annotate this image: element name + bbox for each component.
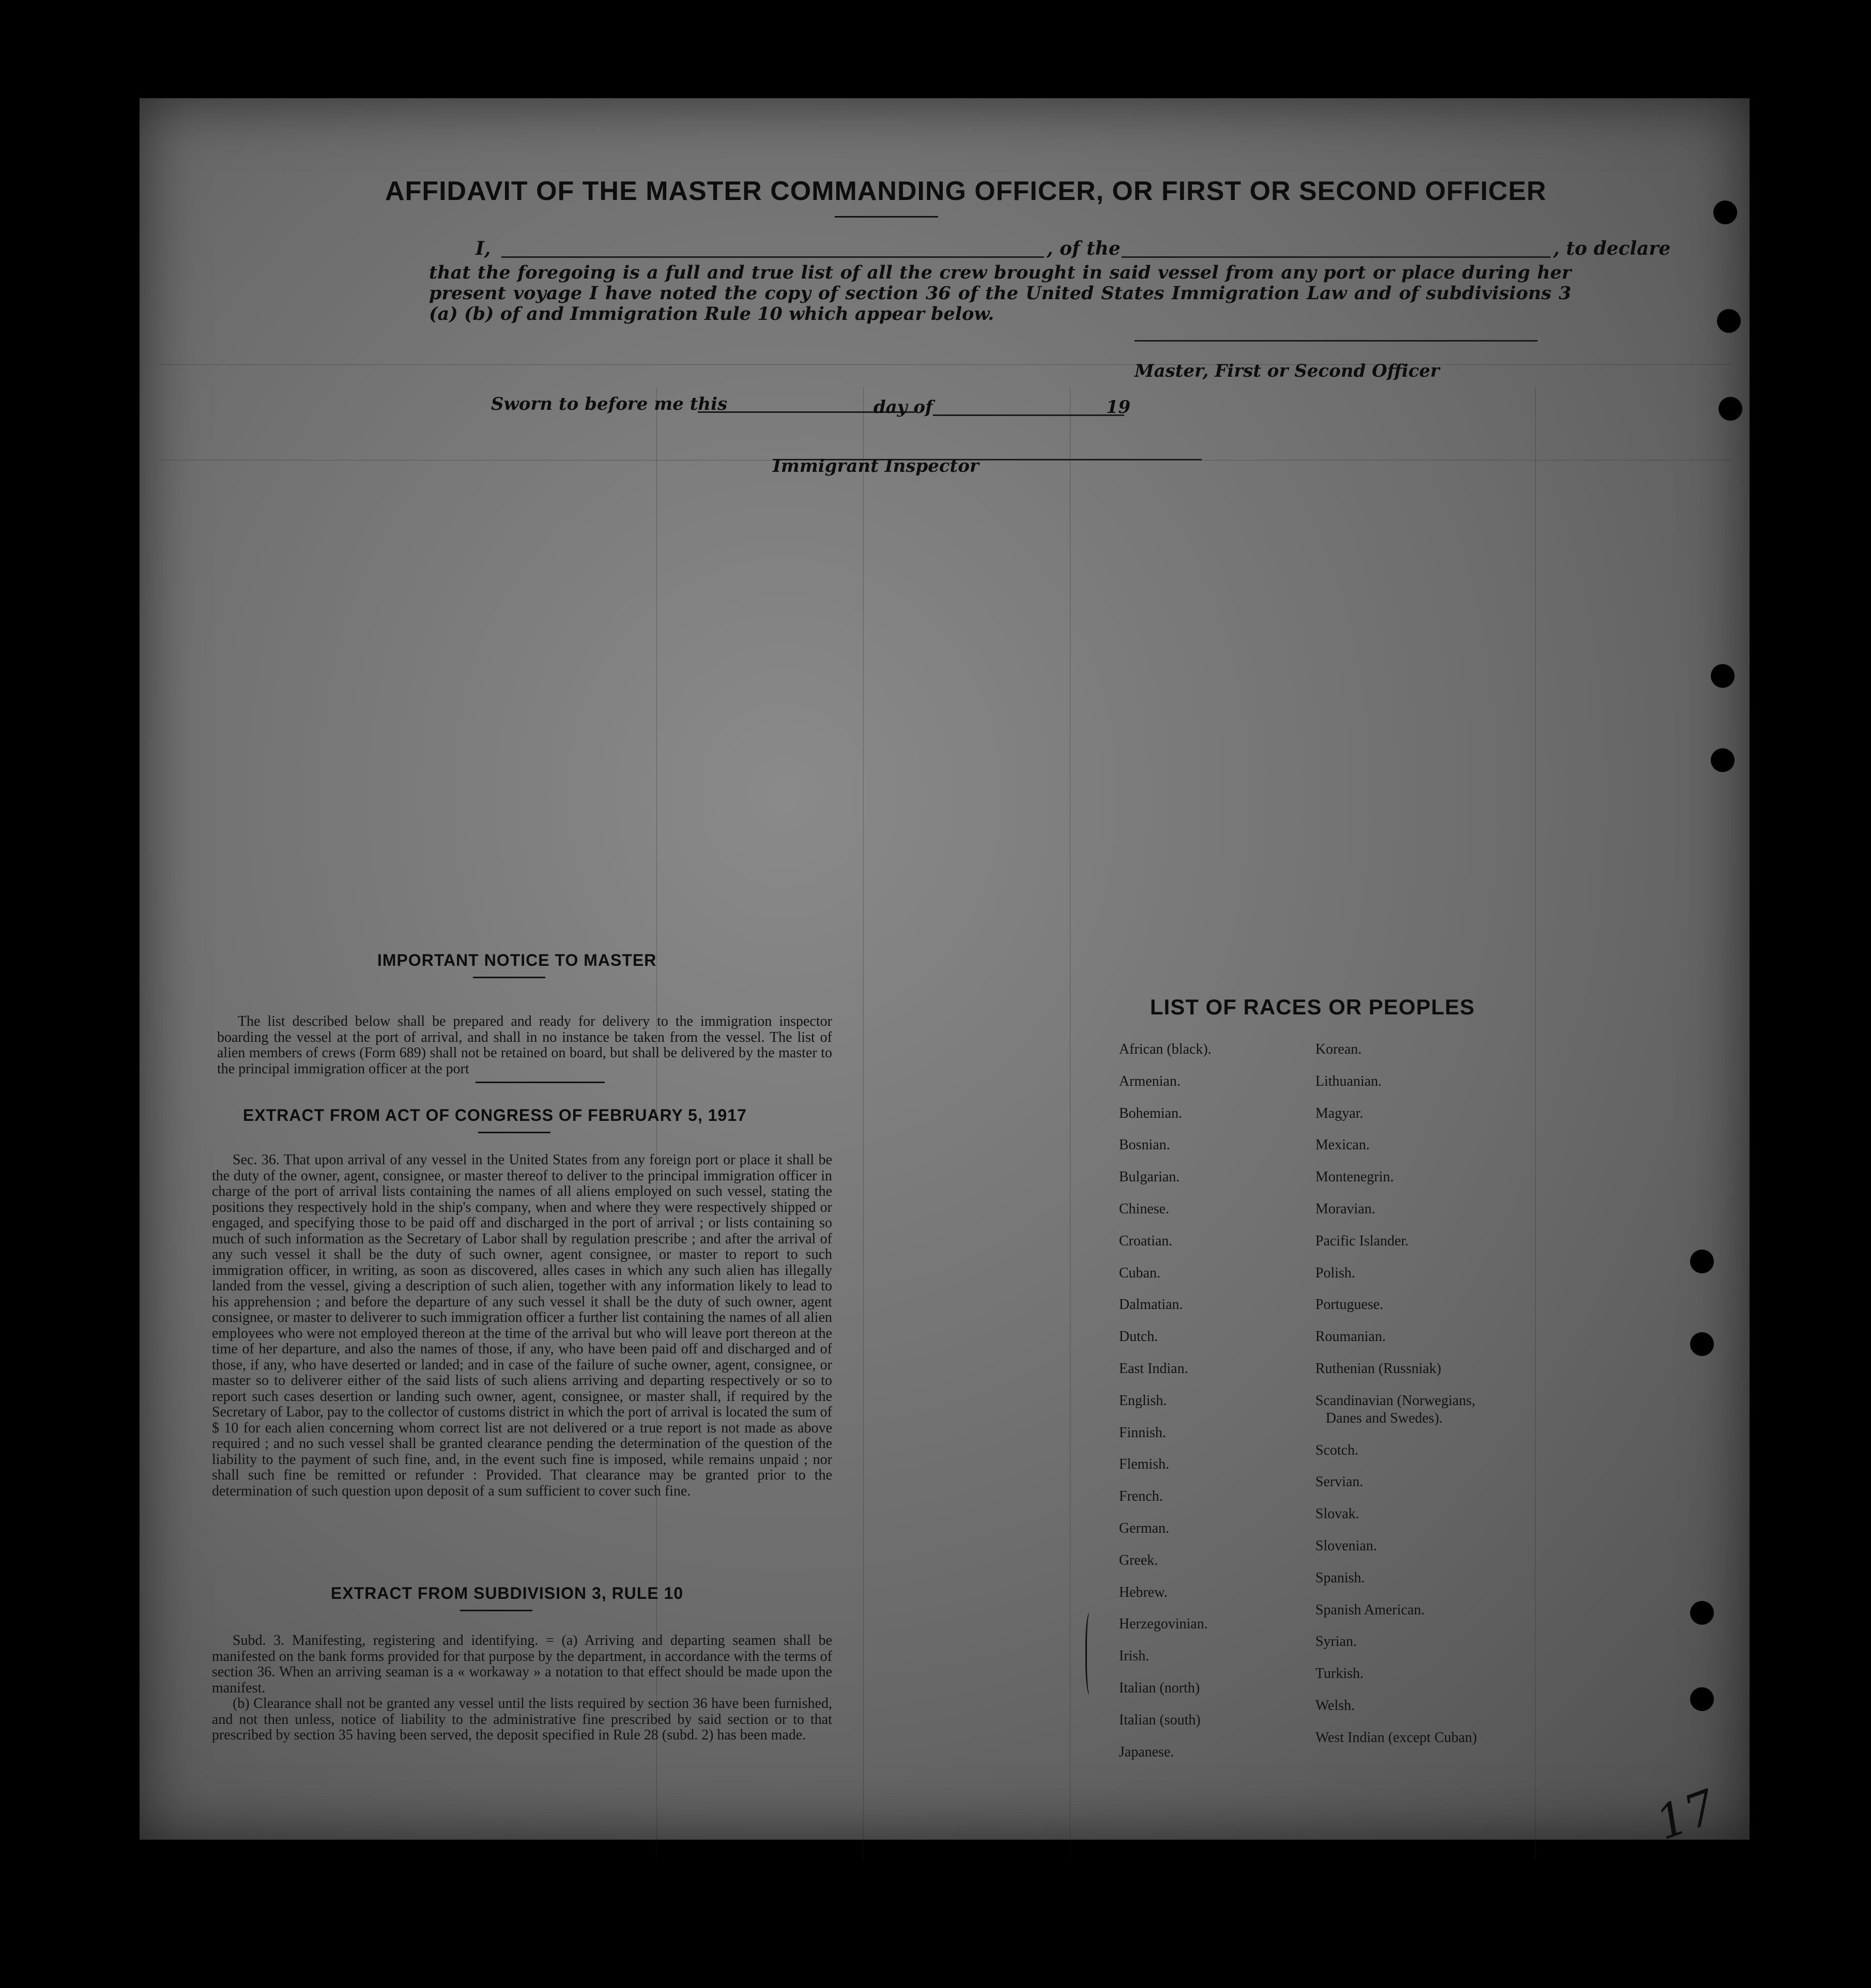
master-label: Master, First or Second Officer bbox=[1134, 361, 1440, 381]
race-item: Syrian. bbox=[1315, 1633, 1357, 1650]
master-signature-field[interactable] bbox=[1134, 326, 1538, 342]
race-item: Korean. bbox=[1315, 1041, 1362, 1057]
race-item: Japanese. bbox=[1119, 1744, 1174, 1760]
race-item: West Indian (except Cuban) bbox=[1315, 1729, 1477, 1746]
race-item: Hebrew. bbox=[1119, 1584, 1168, 1600]
extract-act-heading: EXTRACT FROM ACT OF CONGRESS OF FEBRUARY 5, 1917 bbox=[243, 1106, 747, 1124]
race-item: Danes and Swedes). bbox=[1326, 1410, 1443, 1426]
affidavit-title: AFFIDAVIT OF THE MASTER COMMANDING OFFICER, OR FIRST OR SECOND OFFICER bbox=[385, 176, 1547, 206]
race-item: Turkish. bbox=[1315, 1666, 1364, 1682]
race-item: Greek. bbox=[1119, 1552, 1158, 1568]
day-of-label: day of bbox=[873, 397, 933, 418]
race-item: Italian (south) bbox=[1119, 1712, 1201, 1728]
race-item: Magyar. bbox=[1315, 1105, 1363, 1121]
extract-act-body: Sec. 36. That upon arrival of any vessel in the United States from any foreign port or place it shall be the duty of the owner, agent, consignee, or master thereof to deliver to the principal immigration officer in charge of the port of arrival lists containing the names of all aliens employed on such vessel, stating the positions they respectively hold in the ship's company, when and where they were respectively shipped or engaged, and specifying those to be paid off and discharged in the port of arrival ; or lists containing so much of such information as the Secretary of Labor shall by regulation prescribe ; and after the arrival of any such vessel it shall be the duty of such owner, agent consignee, or master to report to such immigration officer, in writing, as soon as discovered, alles cases in which any such alien has illegally landed from the vessel, giving a description of such alien, together with any information likely to lead to his apprehension ; and before the departure of any such vessel it shall be the duty of such owner, agent consignee, or master to deliverer to such immigration officer a further list containing the names of all alien employees who were not employed thereon at the time of the arrival but who will leave port thereon at the time of her departure, and also the names of those, if any, who have been paid off and discharged and of those, if any, who have deserted or landed; and in case of the failure of suche owner, agent, consignee, or master so to deliverer either of the said lists of such aliens arriving and departing respectively or so to report such cases desertion or landing such owner, agent, consignee, or master shall, if required by the Secretary of Labor, pay to the collector of customs district in which the port of arrival is located the sum of $ 10 for each alien concerning whom correct list are not delivered or a true report is not made as above required ; and no such vessel shall be granted clearance pending the determination of the question of the liability to the payment of such fine, and, in the event such fine is imposed, while remains unpaid ; nor shall such fine be remitted or refunder : Provided. That clearance may be granted prior to the determination of such question upon deposit of a sum sufficient to cover such fine. bbox=[212, 1152, 832, 1499]
race-item: Chinese. bbox=[1119, 1201, 1170, 1217]
race-item: African (black). bbox=[1119, 1041, 1211, 1057]
race-item: Croatian. bbox=[1119, 1232, 1173, 1249]
extract-rule-underline bbox=[460, 1610, 532, 1611]
race-item: French. bbox=[1119, 1488, 1163, 1505]
extract-rule-heading: EXTRACT FROM SUBDIVISION 3, RULE 10 bbox=[331, 1584, 684, 1602]
sworn-month-field[interactable] bbox=[933, 397, 1124, 416]
officer-name-field[interactable] bbox=[501, 239, 1044, 258]
punch-hole bbox=[1690, 1250, 1714, 1273]
notice-body: The list described below shall be prepared and ready for delivery to the immigration inspector boarding the vessel at the port of arrival, and shall in no instance be taken from the vessel. The list of alien members of crews (Form 689) shall not be retained on board, but shall be delivered by the master to the principal immigration officer at the port bbox=[217, 1013, 832, 1077]
race-item: Finnish. bbox=[1119, 1424, 1167, 1441]
race-item: Montenegrin. bbox=[1315, 1169, 1394, 1185]
race-item: Irish. bbox=[1119, 1648, 1149, 1665]
vessel-name-field[interactable] bbox=[1122, 239, 1551, 258]
notice-underline bbox=[473, 977, 545, 978]
punch-hole bbox=[1690, 1601, 1714, 1625]
race-item: Flemish. bbox=[1119, 1456, 1170, 1473]
year-prefix: 19 bbox=[1106, 397, 1131, 418]
title-underline bbox=[835, 216, 938, 218]
race-item: Ruthenian (Russniak) bbox=[1315, 1361, 1441, 1377]
race-item: Bohemian. bbox=[1119, 1105, 1183, 1121]
race-item: Spanish American. bbox=[1315, 1601, 1425, 1618]
race-item: Moravian. bbox=[1315, 1201, 1375, 1217]
punch-hole bbox=[1711, 664, 1735, 688]
race-item: Herzegovinian. bbox=[1119, 1616, 1208, 1632]
race-item: Dalmatian. bbox=[1119, 1297, 1183, 1313]
race-item: Dutch. bbox=[1119, 1329, 1158, 1345]
race-item: English. bbox=[1119, 1392, 1167, 1409]
bleed-rule bbox=[160, 364, 1731, 365]
punch-hole bbox=[1711, 748, 1735, 772]
extract-rule-body-b: (b) Clearance shall not be granted any vessel until the lists required by section 36 have been furnished, and not then unless, notice of liability to the administrative fine prescribed by said section or to that prescribed by section 35 having been served, the deposit specified in Rule 28 (subd. 2) has been made. bbox=[212, 1696, 832, 1743]
document-sheet bbox=[140, 98, 1750, 1851]
bleed-rule bbox=[1535, 388, 1536, 1860]
notice-bottom-rule bbox=[476, 1082, 605, 1083]
race-item: Polish. bbox=[1315, 1265, 1356, 1281]
race-item: Scotch. bbox=[1315, 1442, 1359, 1458]
race-item: Spanish. bbox=[1315, 1569, 1365, 1586]
extract-rule-body-a: Subd. 3. Manifesting, registering and identifying. = (a) Arriving and departing seamen shall be manifested on the bank forms provided for that purpose by the department, in accordance with the terms of section 36. When an arriving seaman is a « workaway » a notation to that effect should be made upon the manifest. bbox=[212, 1632, 832, 1696]
affidavit-declare-label: , to declare bbox=[1553, 238, 1671, 259]
race-item: Lithuanian. bbox=[1315, 1073, 1382, 1089]
race-item: Italian (north) bbox=[1119, 1680, 1200, 1696]
bleed-rule bbox=[863, 388, 864, 1860]
race-item: Roumanian. bbox=[1315, 1329, 1386, 1345]
inspector-label: Immigrant Inspector bbox=[773, 456, 979, 476]
race-item: Bosnian. bbox=[1119, 1137, 1170, 1153]
extract-act-underline bbox=[478, 1132, 550, 1133]
race-item: Mexican. bbox=[1315, 1137, 1370, 1153]
race-item: Slovenian. bbox=[1315, 1537, 1377, 1554]
race-item: Bulgarian. bbox=[1119, 1169, 1180, 1185]
race-item: Servian. bbox=[1315, 1474, 1363, 1490]
race-item: German. bbox=[1119, 1520, 1170, 1536]
race-item: Cuban. bbox=[1119, 1265, 1161, 1281]
race-item: Scandinavian (Norwegians, bbox=[1315, 1392, 1476, 1409]
punch-hole bbox=[1690, 1687, 1714, 1711]
notice-heading: IMPORTANT NOTICE TO MASTER bbox=[377, 951, 657, 969]
race-item: Slovak. bbox=[1315, 1506, 1359, 1522]
punch-hole bbox=[1719, 397, 1742, 421]
affidavit-body: that the foregoing is a full and true list of all the crew brought in said vessel from any port or place during her present voyage I have noted the copy of section 36 of the United States Immigration Law and of subdivisions 3 (a) (b) of and Immigration Rule 10 which appear below. bbox=[429, 262, 1571, 325]
races-heading: LIST OF RACES OR PEOPLES bbox=[1150, 995, 1475, 1019]
punch-hole bbox=[1713, 201, 1737, 224]
punch-hole bbox=[1690, 1332, 1714, 1356]
race-item: Pacific Islander. bbox=[1315, 1232, 1409, 1249]
race-item: Welsh. bbox=[1315, 1697, 1355, 1714]
affidavit-of-the-label: , of the bbox=[1047, 238, 1121, 259]
punch-hole bbox=[1717, 309, 1741, 333]
margin-bracket bbox=[1085, 1612, 1096, 1695]
corner-mark: 17 bbox=[1649, 1779, 1724, 1851]
sworn-label: Sworn to before me this bbox=[491, 394, 728, 414]
race-item: Portuguese. bbox=[1315, 1297, 1384, 1313]
affidavit-i-label: I, bbox=[476, 238, 491, 259]
race-item: East Indian. bbox=[1119, 1361, 1188, 1377]
race-item: Armenian. bbox=[1119, 1073, 1180, 1089]
